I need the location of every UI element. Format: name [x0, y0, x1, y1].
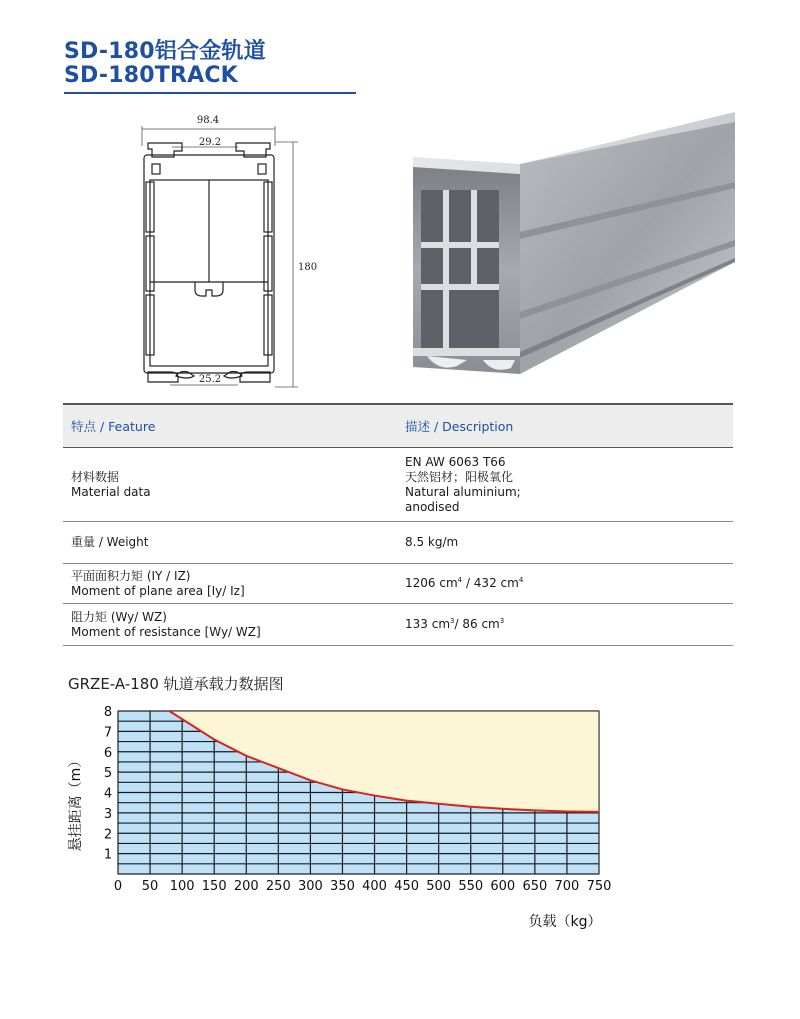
- row-label-line: 平面面积力矩 (IY / IZ): [71, 568, 191, 583]
- x-tick-label: 50: [141, 879, 159, 894]
- page-title-en: SD-180TRACK: [64, 63, 238, 88]
- row-label: [63, 522, 393, 564]
- row-value-line: 1206 $cm^4 / 432$ $cm^4$: [405, 576, 524, 590]
- row-value-line: 天然铝材；阳极氧化: [405, 469, 514, 484]
- row-value: [393, 522, 733, 564]
- title-underline: [64, 92, 356, 94]
- dim-top-slot-label: 29.2: [198, 137, 222, 148]
- table-row: [63, 448, 733, 522]
- table-row: [63, 522, 733, 564]
- title-block: [64, 40, 356, 88]
- y-tick-label: 2: [103, 827, 113, 843]
- row-label: [63, 604, 393, 646]
- row-label-line: Moment of plane area [Iy/ Iz]: [71, 583, 245, 598]
- x-tick-label: 700: [554, 879, 580, 894]
- x-tick-label: 350: [330, 879, 355, 894]
- page-title-cn: SD-180铝合金轨道: [64, 39, 266, 64]
- spec-table-header: [63, 404, 733, 448]
- row-label-line: Moment of resistance [Wy/ WZ]: [71, 624, 261, 639]
- x-tick-label: 400: [362, 879, 387, 894]
- load-capacity-chart: [60, 700, 620, 950]
- header-description: 描述 / Description: [393, 404, 733, 448]
- x-axis-label: 负载（kg）: [528, 914, 602, 930]
- row-value: [393, 564, 733, 604]
- y-tick-label: 8: [103, 705, 113, 720]
- profile-cross-section-drawing: [120, 110, 340, 400]
- x-tick-label: 750: [586, 879, 612, 894]
- track-product-image: [405, 112, 735, 387]
- row-value-line: Natural aluminium;: [405, 484, 521, 499]
- x-tick-label: 550: [458, 879, 484, 894]
- x-tick-label: 200: [233, 879, 259, 894]
- row-value: [393, 448, 733, 522]
- header-feature: 特点 / Feature: [63, 404, 393, 448]
- y-tick-label: 6: [103, 745, 113, 761]
- y-axis-label: 悬挂距离（m）: [68, 753, 84, 852]
- row-label-line: 材料数据: [71, 469, 120, 484]
- row-value-line: EN AW 6063 T66: [405, 454, 506, 469]
- row-value-line: 133 $cm^3/$ 86 $cm^3$: [405, 617, 505, 631]
- x-tick-label: 250: [265, 879, 291, 894]
- x-tick-label: 0: [113, 879, 123, 894]
- row-value-line: anodised: [405, 499, 460, 514]
- y-tick-label: 1: [103, 847, 113, 863]
- x-tick-label: 100: [169, 879, 195, 894]
- chart-title: GRZE-A-180 轨道承载力数据图: [68, 675, 284, 693]
- dim-height-label: 180: [298, 262, 318, 273]
- dim-bottom-slot-label: 25.2: [198, 374, 222, 385]
- y-tick-label: 5: [103, 766, 113, 782]
- row-label: [63, 564, 393, 604]
- y-tick-label: 4: [103, 786, 113, 802]
- dim-width-label: 98.4: [196, 115, 220, 126]
- y-tick-label: 3: [103, 806, 113, 822]
- x-tick-label: 150: [201, 879, 227, 894]
- table-row: [63, 604, 733, 646]
- x-tick-label: 300: [297, 879, 323, 894]
- row-label-line: Material data: [71, 484, 151, 499]
- row-label-line: 重量 / Weight: [71, 535, 149, 549]
- row-label-line: 阻力矩 (Wy/ WZ): [71, 609, 167, 624]
- x-tick-label: 500: [426, 879, 452, 894]
- y-tick-label: 7: [103, 725, 113, 741]
- spec-table: [63, 403, 733, 646]
- row-value-line: 8.5 kg/m: [405, 535, 459, 549]
- x-tick-label: 650: [522, 879, 548, 894]
- row-label: [63, 448, 393, 522]
- table-row: [63, 564, 733, 604]
- x-tick-label: 600: [490, 879, 516, 894]
- x-tick-label: 450: [394, 879, 420, 894]
- row-value: [393, 604, 733, 646]
